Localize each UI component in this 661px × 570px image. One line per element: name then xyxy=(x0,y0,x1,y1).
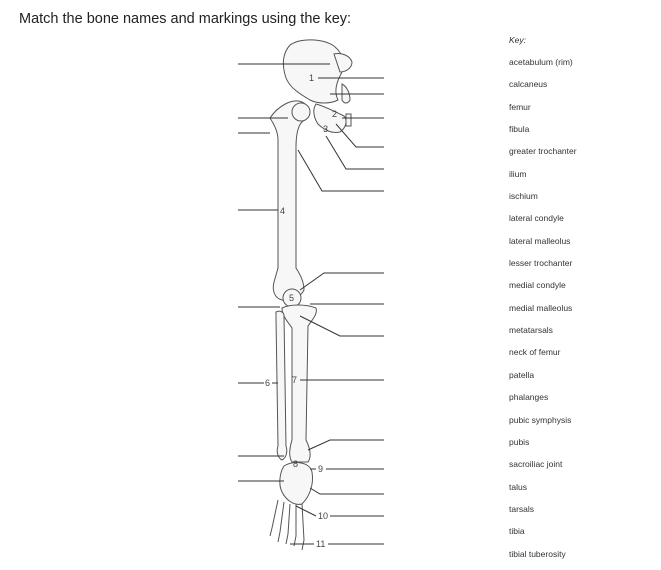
key-item: pubis xyxy=(509,436,530,447)
callout-number: 1 xyxy=(309,73,315,83)
key-item: tarsals xyxy=(509,503,535,514)
callout-number: 5 xyxy=(289,293,295,303)
pubic-symphysis-drawing xyxy=(346,114,351,126)
callout-number: 10 xyxy=(318,511,329,521)
key-item: greater trochanter xyxy=(509,146,577,157)
key-item: medial malleolus xyxy=(509,302,573,313)
phalanges-drawing xyxy=(270,528,304,550)
key-item: neck of femur xyxy=(509,347,561,358)
callout-number: 3 xyxy=(323,124,329,134)
key-item: lateral condyle xyxy=(509,213,564,224)
callout-number: 7 xyxy=(292,375,298,385)
bones xyxy=(270,40,352,550)
tibia-drawing xyxy=(282,305,316,462)
key-item: patella xyxy=(509,369,535,380)
callout-number: 2 xyxy=(332,109,338,119)
key-item: sacroiliac joint xyxy=(509,459,563,470)
key-item: acetabulum (rim) xyxy=(509,57,573,67)
key-heading: Key: xyxy=(509,35,527,45)
key-item: ischium xyxy=(509,191,538,202)
leader-line xyxy=(300,273,384,290)
leader-line xyxy=(308,440,384,450)
callout-number: 9 xyxy=(318,464,324,474)
key-item: fibula xyxy=(509,124,530,135)
key-item: medial condyle xyxy=(509,280,566,291)
worksheet-title: Match the bone names and markings using the key: xyxy=(19,11,352,27)
pubis-ischium-drawing xyxy=(314,104,346,133)
key-item: calcaneus xyxy=(509,79,548,90)
key-item: pubic symphysis xyxy=(509,414,572,425)
leader-line xyxy=(326,136,384,169)
key-item: lateral malleolus xyxy=(509,235,571,246)
key-item: tibia xyxy=(509,526,525,537)
callout-number: 4 xyxy=(280,206,286,216)
key-item: phalanges xyxy=(509,392,549,403)
key-item: ilium xyxy=(509,168,527,179)
callout-number: 6 xyxy=(265,378,271,388)
key-item: tibial tuberosity xyxy=(509,548,566,559)
key-item: lesser trochanter xyxy=(509,258,573,269)
leader-line xyxy=(310,488,384,494)
callout-number: 11 xyxy=(316,539,326,549)
femur-drawing xyxy=(270,101,308,301)
callout-number: 8 xyxy=(293,459,299,469)
leader-line xyxy=(298,150,384,191)
femoral-head-drawing xyxy=(292,103,310,121)
key-item: metatarsals xyxy=(509,325,553,336)
leader-line xyxy=(296,506,316,516)
fibula-drawing xyxy=(276,311,287,460)
key-item: talus xyxy=(509,481,527,492)
key-item: femur xyxy=(509,101,531,112)
